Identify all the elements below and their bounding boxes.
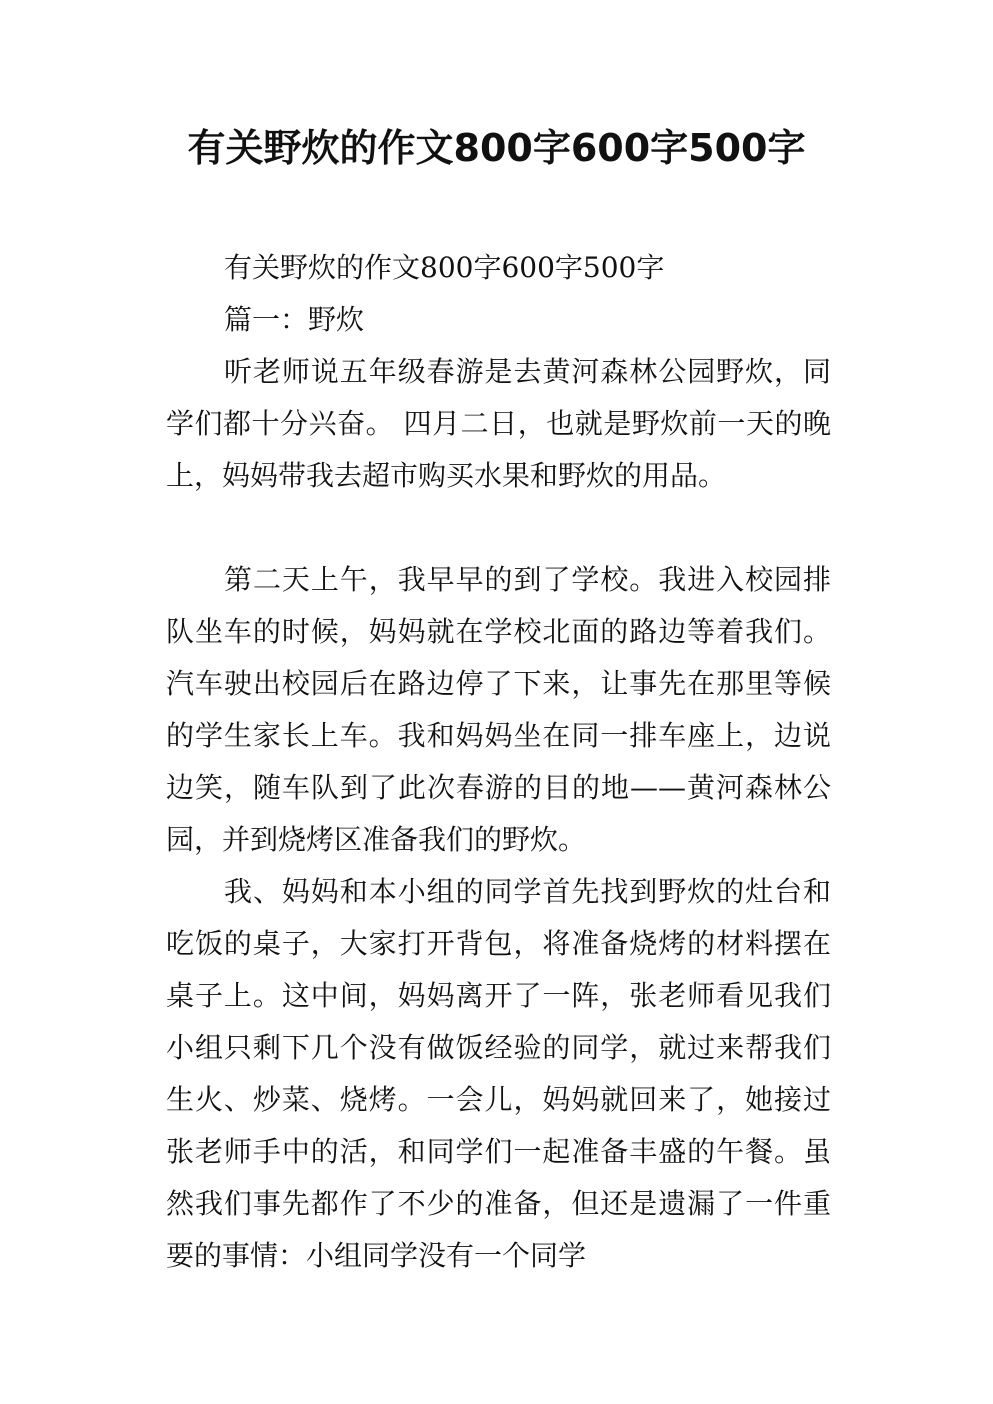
document-title: 有关野炊的作文800字600字500字 — [187, 126, 806, 170]
paragraph-3: 我、妈妈和本小组的同学首先找到野炊的灶台和吃饭的桌子，大家打开背包，将准备烧烤的材料摆在桌子上。这中间，妈妈离开了一阵，张老师看见我们小组只剩下几个没有做饭经验的同学，就过来帮我们生火、炒菜、烧烤。一会儿，妈妈就回来了，她接过张老师手中的活，和同学们一起准备丰盛的午餐。虽然我们事先都作了不少的准备，但还是遗漏了一件重要的事情：小组同学没有一个同学 — [166, 875, 831, 1272]
paragraph-2: 第二天上午，我早早的到了学校。我进入校园排队坐车的时候，妈妈就在学校北面的路边等着我们。汽车驶出校园后在路边停了下来，让事先在那里等候的学生家长上车。我和妈妈坐在同一排车座上，边说边笑，随车队到了此次春游的目的地——黄河森林公园，并到烧烤区准备我们的野炊。 — [166, 563, 831, 856]
paragraph-section-heading: 篇一：野炊 — [224, 303, 365, 336]
document-body — [166, 242, 831, 1282]
paragraph-1: 听老师说五年级春游是去黄河森林公园野炊，同学们都十分兴奋。 四月二日，也就是野炊前一天的晚上，妈妈带我去超市购买水果和野炊的用品。 — [166, 355, 831, 492]
paragraph-subtitle: 有关野炊的作文800字600字500字 — [224, 251, 665, 284]
